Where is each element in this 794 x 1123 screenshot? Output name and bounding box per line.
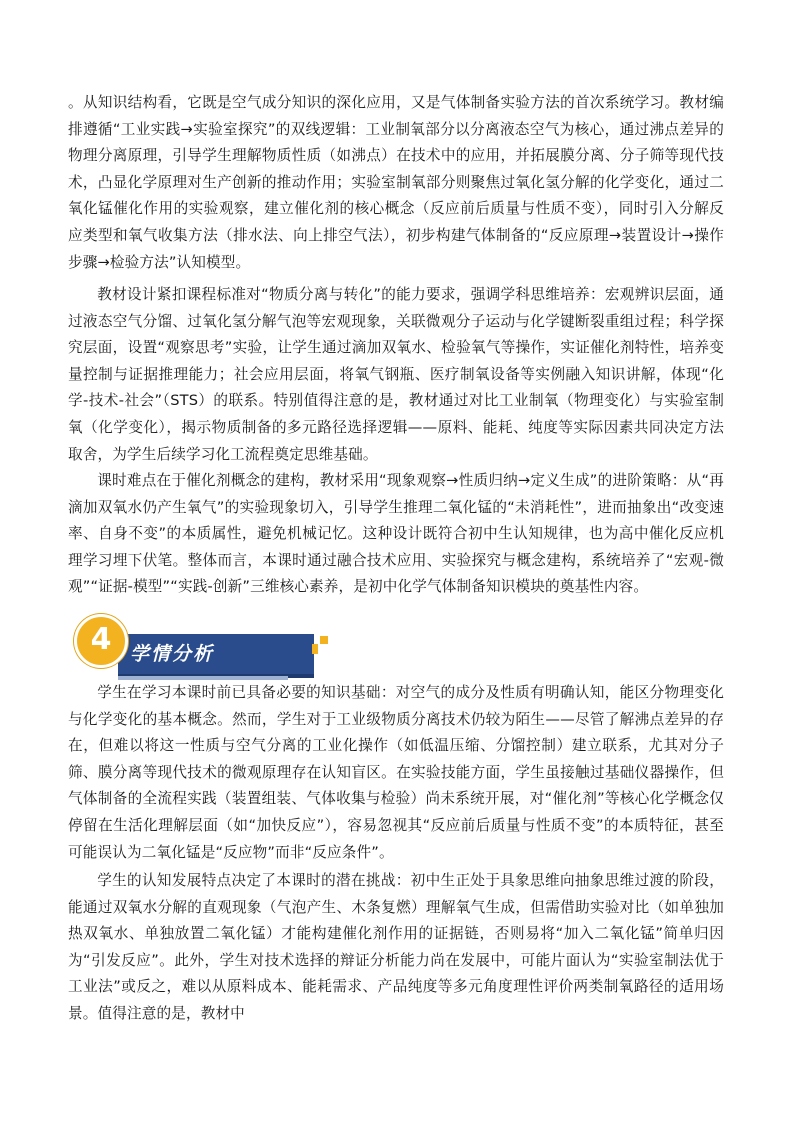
paragraph-difficulty: 课时难点在于催化剂概念的建构，教材采用“现象观察→性质归纳→定义生成”的进阶策略：从“再滴加双氧水仍产生氧气”的实验现象切入，引导学生推理二氧化锰的“未消耗性”，进而抽象出“改变速率、自身不变”的本质属性，避免机械记忆。这种设计既符合初中生认知规律，也为高中催化反应机理学习埋下伏笔。整体而言，本课时通过融合技术应用、实验探究与概念建构，系统培养了“宏观-微观”“证据-模型”“实践-创新”三维核心素养，是初中化学气体制备知识模块的奠基性内容。 [68,472,724,596]
paragraph-cognitive-features: 学生的认知发展特点决定了本课时的潜在挑战：初中生正处于具象思维向抽象思维过渡的阶段，能通过双氧水分解的直观现象（气泡产生、木条复燃）理解氧气生成，但需借助实验对比（如单独加热双氧水、单独放置二氧化锰）才能构建催化剂作用的证据链，否则易将“加入二氧化锰”简单归因为“引发反应”。此外，学生对技术选择的辩证分析能力尚在发展中，可能片面认为“实验室制法优于工业法”或反之，难以从原料成本、能耗需求、产品纯度等多元角度理性评价两类制氧路径的适用场景。值得注意的是，教材中 [68,872,724,1022]
paragraph-knowledge-basis: 学生在学习本课时前已具备必要的知识基础：对空气的成分及性质有明确认知，能区分物理变化与化学变化的基本概念。然而，学生对于工业级物质分离技术仍较为陌生——尽管了解沸点差异的存在，但难以将这一性质与空气分离的工业化操作（如低温压缩、分馏控制）建立联系，尤其对分子筛、膜分离等现代技术的微观原理存在认知盲区。在实验技能方面，学生虽接触过基础仪器操作，但气体制备的全流程实践（装置组装、气体收集与检验）尚未系统开展，对“催化剂”等核心化学概念仅停留在生活化理解层面（如“加快反应”），容易忽视其“反应前后质量与性质不变”的本质特征，甚至可能误认为二氧化锰是“反应物”而非“反应条件”。 [68,684,724,861]
paragraph-textbook-structure: 。从知识结构看，它既是空气成分知识的深化应用，又是气体制备实验方法的首次系统学习。教材编排遵循“工业实践→实验室探究”的双线逻辑：工业制氧部分以分离液态空气为核心，通过沸点差异的物理分离原理，引导学生理解物质性质（如沸点）在技术中的应用，并拓展膜分离、分子筛等现代技术，凸显化学原理对生产创新的推动作用；实验室制氧部分则聚焦过氧化氢分解的化学变化，通过二氧化锰催化作用的实验观察，建立催化剂的核心概念（反应前后质量与性质不变），同时引入分解反应类型和氧气收集方法（排水法、向上排空气法），初步构建气体制备的“反应原理→装置设计→操作步骤→检验方法”认知模型。 [68,94,724,271]
accent-square-icon [320,636,328,644]
section-header [74,614,264,678]
section-number: 4 [90,622,112,657]
accent-square-icon [312,644,318,654]
section-title: 学情分析 [130,643,215,665]
paragraph-textbook-design: 教材设计紧扣课程标准对“物质分离与转化”的能力要求，强调学科思维培养：宏观辨识层面，通过液态空气分馏、过氧化氢分解气泡等宏观现象，关联微观分子运动与化学键断裂重组过程；科学探究层面，设置“观察思考”实验，让学生通过滴加双氧水、检验氧气等操作，实证催化剂特性，培养变量控制与证据推理能力；社会应用层面，将氧气钢瓶、医疗制氧设备等实例融入知识讲解，体现“化学-技术-社会”（STS）的联系。特别值得注意的是，教材通过对比工业制氧（物理变化）与实验室制氧（化学变化），揭示物质制备的多元路径选择逻辑——原料、能耗、纯度等实际因素共同决定方法取舍，为学生后续学习化工流程奠定思维基础。 [68,286,724,463]
